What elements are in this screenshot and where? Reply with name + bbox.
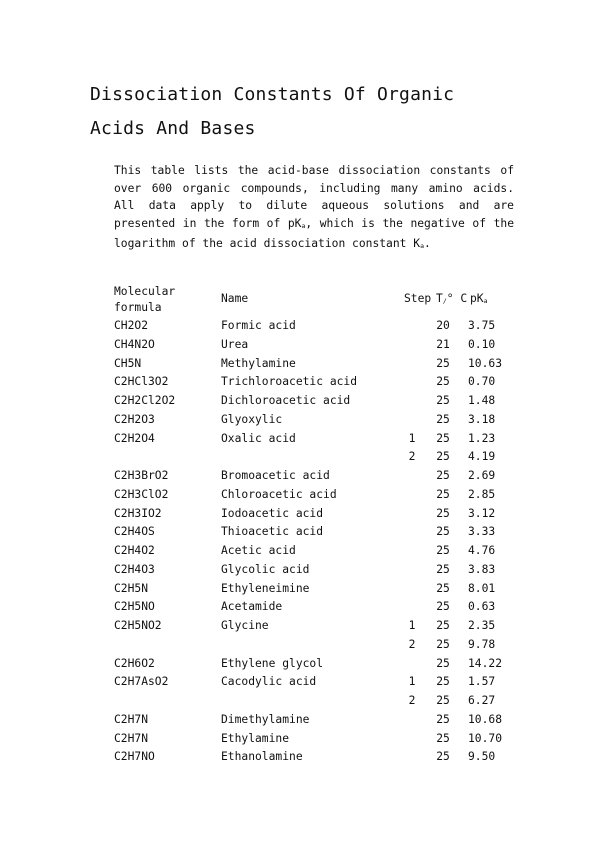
cell-name: Thioacetic acid [221, 525, 324, 539]
intro-text-mid: , which is the negative of the logarithm of the acid dissociation constant K [114, 216, 514, 250]
cell-temperature: 25 [436, 356, 450, 370]
cell-name: Urea [221, 337, 249, 351]
table-row [114, 657, 514, 676]
table-row [114, 675, 514, 694]
intro-text-end: . [423, 237, 431, 250]
cell-temperature: 25 [436, 544, 450, 557]
cell-temperature: 25 [436, 619, 450, 632]
header-temp-suffix: ° C [446, 292, 468, 305]
table-row [114, 525, 514, 544]
cell-formula: C2H3IO2 [114, 506, 162, 520]
cell-name: Acetic acid [221, 544, 296, 557]
table-row [114, 338, 514, 357]
cell-name: Methylamine [221, 356, 296, 370]
cell-formula: C2H4OS [114, 525, 155, 539]
cell-name: Ethyleneimine [221, 581, 310, 595]
cell-formula: CH5N [114, 356, 142, 370]
header-pka [470, 292, 488, 305]
table-row [114, 713, 514, 732]
header-pk-prefix: pK [470, 292, 484, 305]
cell-formula: C2H7N [114, 731, 149, 745]
cell-pka: 6.27 [468, 694, 496, 707]
cell-temperature: 25 [436, 394, 450, 407]
cell-formula: C2H4O2 [114, 544, 155, 557]
cell-name: Dimethylamine [221, 712, 310, 726]
cell-name: Bromoacetic acid [221, 469, 330, 482]
cell-formula: C2HCl3O2 [114, 375, 169, 389]
table-row [114, 750, 514, 769]
cell-temperature: 21 [436, 337, 450, 351]
cell-formula: C2H5NO [114, 600, 155, 614]
table-row [114, 450, 514, 469]
header-temp-sub: / [442, 297, 447, 305]
cell-step: 2 [408, 450, 416, 464]
cell-pka: 2.85 [468, 487, 496, 501]
cell-formula: C2H7NO [114, 750, 155, 764]
cell-step: 1 [408, 431, 416, 445]
table-row [114, 432, 514, 451]
cell-temperature: 25 [436, 506, 450, 520]
cell-pka: 9.50 [468, 750, 496, 764]
cell-formula: CH2O2 [114, 319, 149, 332]
cell-step: 2 [408, 694, 416, 707]
cell-temperature: 25 [436, 581, 450, 595]
cell-name: Glycine [221, 619, 269, 632]
cell-temperature: 20 [436, 319, 450, 332]
header-step: Step [404, 292, 432, 305]
header-temp-prefix: T [436, 292, 443, 305]
cell-name: Chloroacetic acid [221, 487, 337, 501]
cell-temperature: 25 [436, 675, 450, 689]
dissociation-table [114, 283, 514, 769]
cell-name: Oxalic acid [221, 431, 296, 445]
cell-formula: C2H6O2 [114, 656, 155, 670]
cell-temperature: 25 [436, 469, 450, 482]
cell-temperature: 25 [436, 562, 450, 576]
cell-step: 2 [408, 637, 416, 651]
table-row [114, 582, 514, 601]
cell-temperature: 25 [436, 431, 450, 445]
table-row [114, 694, 514, 713]
cell-formula: C2H5NO2 [114, 619, 162, 632]
cell-pka: 0.63 [468, 600, 496, 614]
cell-formula: C2H3ClO2 [114, 487, 169, 501]
cell-formula: C2H5N [114, 581, 149, 595]
cell-pka: 2.35 [468, 619, 496, 632]
cell-formula: C2H2O3 [114, 412, 155, 426]
cell-pka: 2.69 [468, 469, 496, 482]
cell-temperature: 25 [436, 487, 450, 501]
cell-pka: 1.23 [468, 431, 496, 445]
intro-subscript-a: a [301, 221, 306, 230]
cell-temperature: 25 [436, 750, 450, 764]
cell-pka: 8.01 [468, 581, 496, 595]
table-row [114, 375, 514, 394]
table-row [114, 563, 514, 582]
cell-formula: C2H2Cl2O2 [114, 394, 176, 407]
page-title: Dissociation Constants Of Organic Acids And Bases [90, 84, 455, 139]
intro-paragraph [114, 162, 514, 256]
cell-step: 1 [408, 619, 416, 632]
cell-pka: 3.18 [468, 412, 496, 426]
header-formula: Molecular formula [114, 285, 176, 314]
cell-pka: 9.78 [468, 637, 496, 651]
cell-pka: 10.63 [468, 356, 503, 370]
cell-formula: C2H7N [114, 712, 149, 726]
cell-pka: 10.68 [468, 712, 503, 726]
table-row [114, 638, 514, 657]
cell-pka: 0.10 [468, 337, 496, 351]
cell-formula: CH4N2O [114, 337, 155, 351]
table-row [114, 394, 514, 413]
table-header-row [114, 283, 514, 319]
cell-name: Trichloroacetic acid [221, 375, 358, 389]
table-row [114, 544, 514, 563]
cell-temperature: 25 [436, 525, 450, 539]
cell-pka: 3.83 [468, 562, 496, 576]
cell-temperature: 25 [436, 412, 450, 426]
header-temperature [436, 292, 467, 305]
cell-name: Ethylamine [221, 731, 290, 745]
cell-temperature: 25 [436, 450, 450, 464]
cell-formula: C2H2O4 [114, 431, 155, 445]
cell-pka: 3.33 [468, 525, 496, 539]
header-pk-sub: a [483, 297, 488, 305]
cell-name: Formic acid [221, 319, 296, 332]
table-row [114, 600, 514, 619]
table-row [114, 357, 514, 376]
cell-name: Ethylene glycol [221, 656, 324, 670]
cell-temperature: 25 [436, 600, 450, 614]
cell-pka: 1.57 [468, 675, 496, 689]
cell-pka: 14.22 [468, 656, 503, 670]
cell-name: Glycolic acid [221, 562, 310, 576]
cell-pka: 4.76 [468, 544, 496, 557]
cell-step: 1 [408, 675, 416, 689]
cell-name: Ethanolamine [221, 750, 303, 764]
table-body [114, 319, 514, 769]
table-row [114, 469, 514, 488]
cell-name: Dichloroacetic acid [221, 394, 351, 407]
cell-pka: 0.70 [468, 375, 496, 389]
cell-pka: 4.19 [468, 450, 496, 464]
table-row [114, 732, 514, 751]
intro-subscript-b: a [420, 242, 424, 250]
cell-formula: C2H7AsO2 [114, 675, 169, 689]
cell-pka: 1.48 [468, 394, 496, 407]
table-row [114, 413, 514, 432]
cell-formula: C2H3BrO2 [114, 469, 169, 482]
cell-name: Cacodylic acid [221, 675, 317, 689]
intro-text-main: This table lists the acid-base dissociation constants of over 600 organic compounds, including many amino acids. All data apply to dilute aqueous solutions and are presented in the form of pK [114, 164, 514, 230]
table-row [114, 507, 514, 526]
cell-pka: 3.12 [468, 506, 496, 520]
header-name: Name [221, 292, 249, 305]
cell-temperature: 25 [436, 637, 450, 651]
cell-temperature: 25 [436, 694, 450, 707]
cell-temperature: 25 [436, 712, 450, 726]
cell-temperature: 25 [436, 731, 450, 745]
cell-name: Glyoxylic [221, 412, 283, 426]
cell-temperature: 25 [436, 375, 450, 389]
cell-name: Iodoacetic acid [221, 506, 324, 520]
table-row [114, 319, 514, 338]
cell-temperature: 25 [436, 656, 450, 670]
cell-pka: 10.70 [468, 731, 503, 745]
cell-pka: 3.75 [468, 319, 496, 332]
table-row [114, 619, 514, 638]
table-row [114, 488, 514, 507]
cell-name: Acetamide [221, 600, 283, 614]
cell-formula: C2H4O3 [114, 562, 155, 576]
